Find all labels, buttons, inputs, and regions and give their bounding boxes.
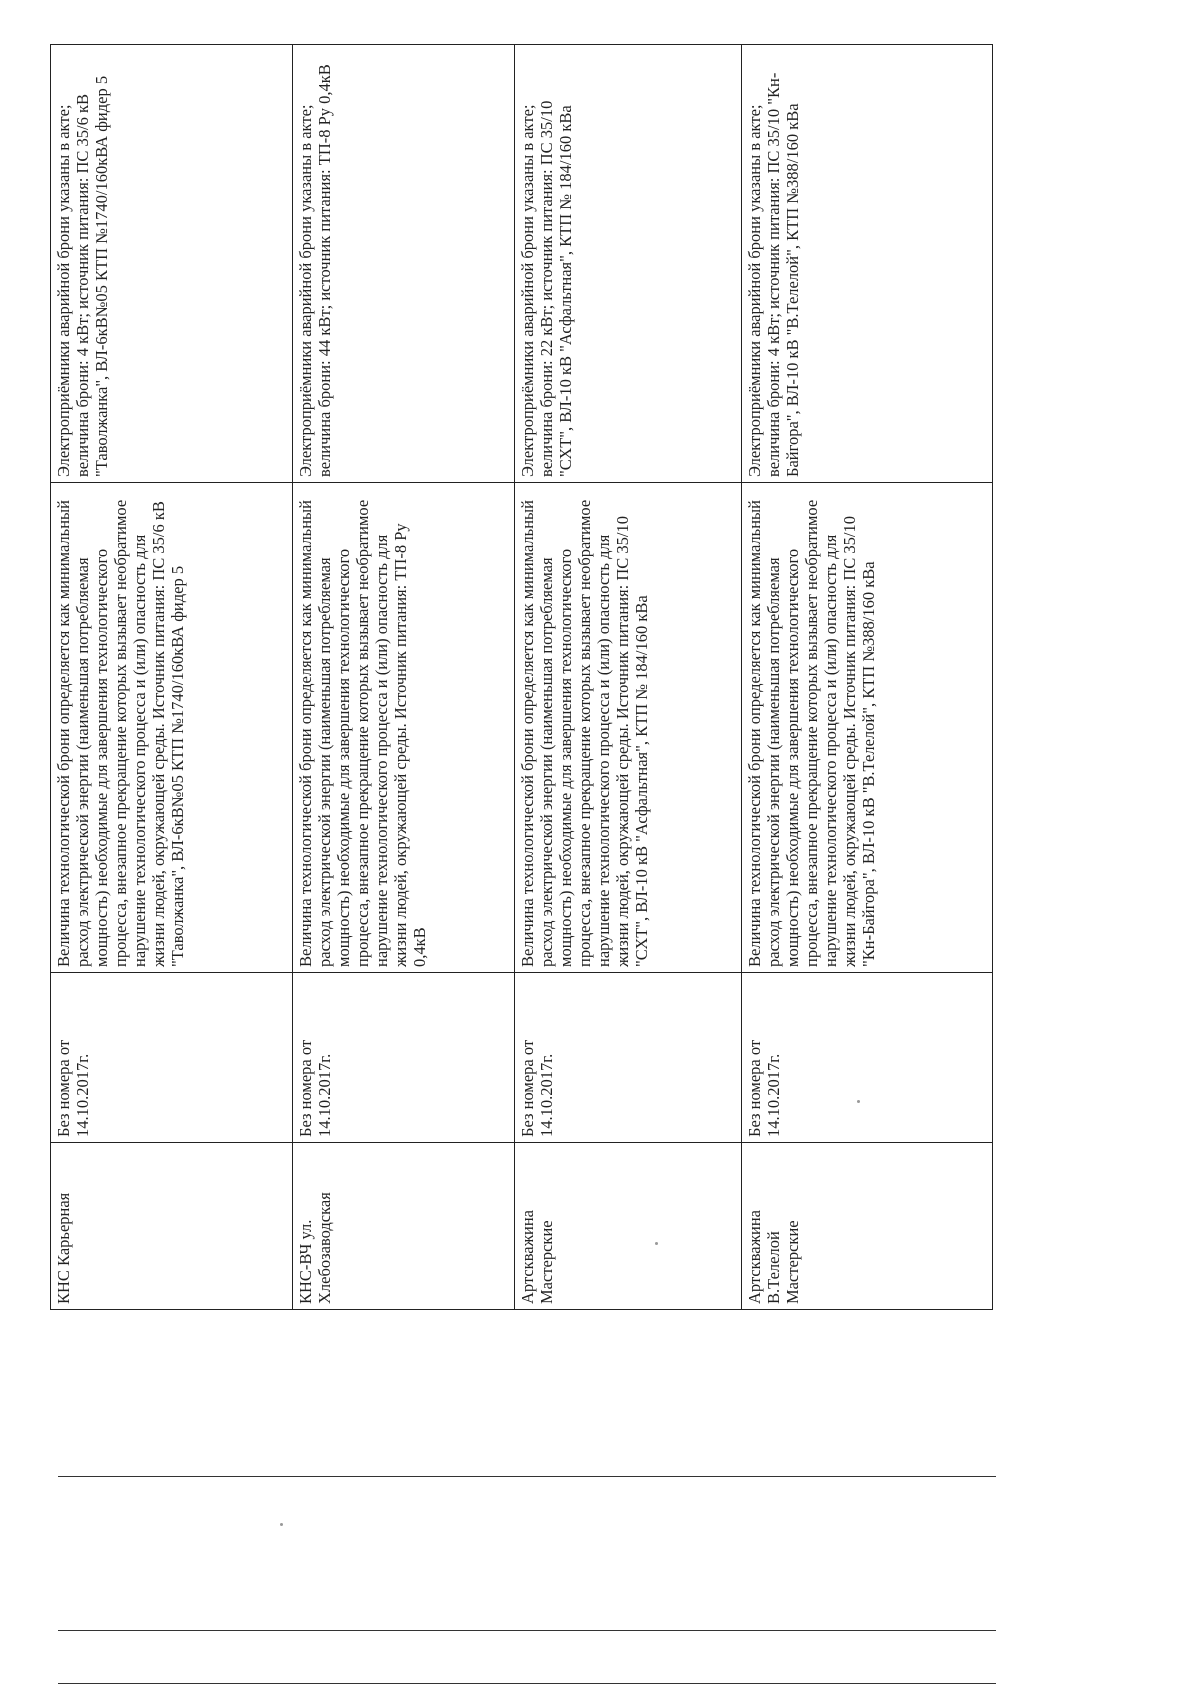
horizontal-rule <box>58 1683 996 1684</box>
tech-reserve-cell: Величина технологической брони определяется как минимальный расход электрической энергии (наименьшая потребляемая мощность) необходимые для завершения технологического процесса, внезапное прекращение которых вызывает необратимое нарушение технологического процесса и (или) опасность для жизни людей, окружающей среды. Источник питания: ТП-8 Ру 0,4кВ <box>293 483 515 973</box>
table-row <box>742 45 993 1310</box>
emergency-reserve-cell: Электроприёмники аварийной брони указаны в акте; величина брони: 4 кВт; источник питания: ПС 35/6 кВ "Таволжанка", ВЛ-6кВ№05 КТП №1740/160кВА фидер 5 <box>51 45 293 483</box>
horizontal-rule <box>58 1476 996 1477</box>
emergency-reserve-cell: Электроприёмники аварийной брони указаны в акте; величина брони: 22 кВт; источник питания: ПС 35/10 "СХТ", ВЛ-10 кВ "Асфальтная", КТП № 184/160 кВа <box>515 45 742 483</box>
object-name-cell: КНС-ВЧ ул. Хлебозаводская <box>293 1143 515 1310</box>
emergency-reserve-cell: Электроприёмники аварийной брони указаны в акте; величина брони: 4 кВт; источник питания: ПС 35/10 "Кн-Байгора", ВЛ-10 кВ "В.Телелой", КТП №388/160 кВа <box>742 45 993 483</box>
scan-speck <box>655 1242 658 1245</box>
emergency-reserve-cell: Электроприёмники аварийной брони указаны в акте; величина брони: 44 кВт; источник питания: ТП-8 Ру 0,4кВ <box>293 45 515 483</box>
act-cell: Без номера от 14.10.2017г. <box>293 973 515 1143</box>
object-name-cell: Артскважина Мастерские <box>515 1143 742 1310</box>
table-row <box>515 45 742 1310</box>
tech-reserve-cell: Величина технологической брони определяется как минимальный расход электрической энергии (наименьшая потребляемая мощность) необходимые для завершения технологического процесса, внезапное прекращение которых вызывает необратимое нарушение технологического процесса и (или) опасность для жизни людей, окружающей среды. Источник питания: ПС 35/10 "Кн-Байгора", ВЛ-10 кВ "В.Телелой", КТП №388/160 кВа <box>742 483 993 973</box>
act-cell: Без номера от 14.10.2017г. <box>51 973 293 1143</box>
act-cell: Без номера от 14.10.2017г. <box>515 973 742 1143</box>
table-row <box>51 45 293 1310</box>
object-name-cell: Артскважина В.Телелой Мастерские <box>742 1143 993 1310</box>
table-row <box>293 45 515 1310</box>
horizontal-rule <box>58 1630 996 1631</box>
scan-speck <box>280 1523 283 1526</box>
tech-reserve-cell: Величина технологической брони определяется как минимальный расход электрической энергии (наименьшая потребляемая мощность) необходимые для завершения технологического процесса, внезапное прекращение которых вызывает необратимое нарушение технологического процесса и (или) опасность для жизни людей, окружающей среды. Источник питания: ПС 35/6 кВ "Таволжанка", ВЛ-6кВ№05 КТП №1740/160кВА фидер 5 <box>51 483 293 973</box>
object-name-cell: КНС Карьерная <box>51 1143 293 1310</box>
act-cell: Без номера от 14.10.2017г. <box>742 973 993 1143</box>
power-reserve-table <box>50 44 993 1310</box>
scan-speck <box>857 1100 860 1103</box>
tech-reserve-cell: Величина технологической брони определяется как минимальный расход электрической энергии (наименьшая потребляемая мощность) необходимые для завершения технологического процесса, внезапное прекращение которых вызывает необратимое нарушение технологического процесса и (или) опасность для жизни людей, окружающей среды. Источник питания: ПС 35/10 "СХТ", ВЛ-10 кВ "Асфальтная", КТП № 184/160 кВа <box>515 483 742 973</box>
rotated-page-content <box>50 45 992 1310</box>
